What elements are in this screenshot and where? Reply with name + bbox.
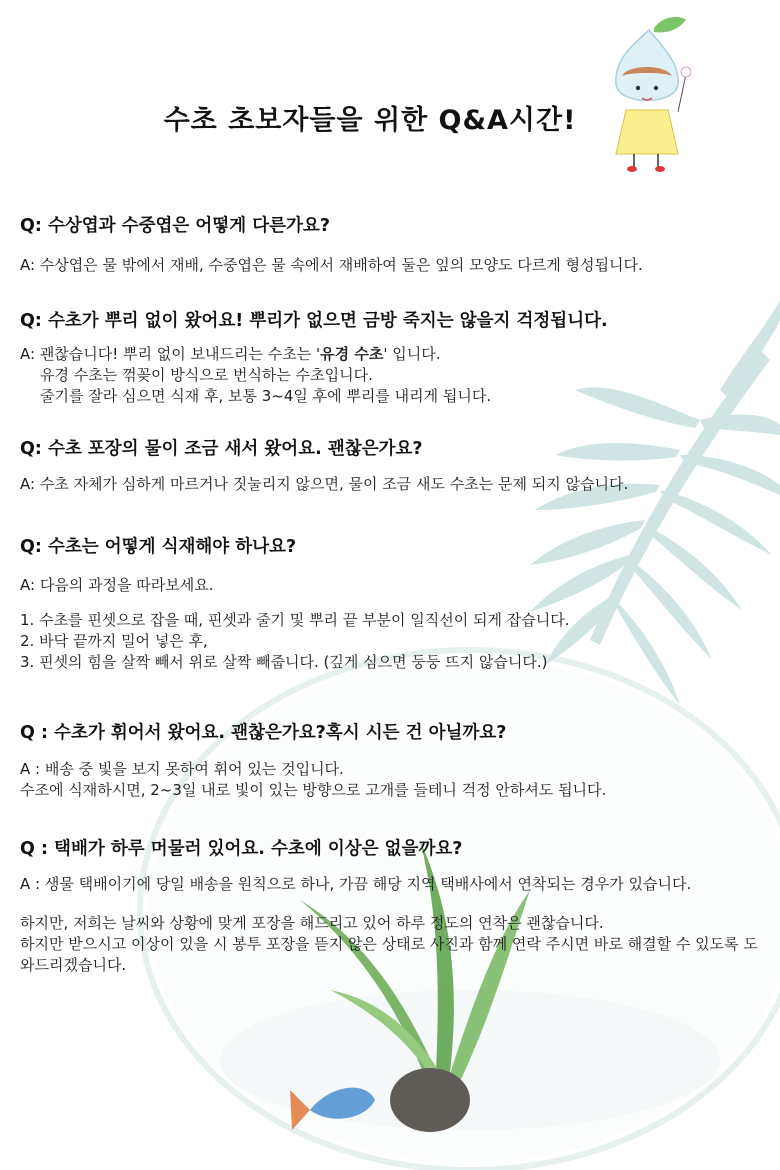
question: Q: 수초는 어떻게 식재해야 하나요? xyxy=(20,537,297,557)
answer: A: 수상엽은 물 밖에서 재배, 수중엽은 물 속에서 재배하여 둘은 잎의 모양도 다르게 형성됩니다. xyxy=(20,256,643,274)
answer: A : 생물 택배이기에 당일 배송을 원칙으로 하나, 가끔 해당 지역 택배사에서 연착되는 경우가 있습니다. xyxy=(20,875,692,893)
step-item: 1. 수초를 핀셋으로 잡을 때, 핀셋과 줄기 및 뿌리 끝 부분이 일직선이 되게 잡습니다. xyxy=(20,611,570,629)
steps-list xyxy=(20,610,760,673)
answer-line: ' 입니다. xyxy=(383,345,441,363)
page-title: 수초 초보자들을 위한 Q&A시간! xyxy=(163,105,577,136)
answer: A: 수초 자체가 심하게 마르거나 짓눌리지 않으면, 물이 조금 새도 수초는 문제 되지 않습니다. xyxy=(20,475,629,493)
qa-content xyxy=(20,214,760,976)
qa-item-1 xyxy=(20,214,760,276)
qa-item-3 xyxy=(20,437,760,495)
qa-item-6 xyxy=(20,837,760,976)
answer: A: 다음의 과정을 따라보세요. xyxy=(20,576,214,594)
question: Q : 수초가 휘어서 왔어요. 괜찮은가요?혹시 시든 건 아닐까요? xyxy=(20,723,507,743)
answer-line: 수조에 식재하시면, 2~3일 내로 빛이 있는 방향으로 고개를 들테니 걱정 안하셔도 됩니다. xyxy=(20,781,607,799)
answer xyxy=(20,759,760,801)
answer-line: A : 배송 중 빛을 보지 못하여 휘어 있는 것입니다. xyxy=(20,760,344,778)
answer xyxy=(20,344,760,407)
qa-item-2 xyxy=(20,309,760,407)
answer-line: 유경 수초는 꺾꽂이 방식으로 번식하는 수초입니다. xyxy=(40,366,373,384)
qa-item-5 xyxy=(20,721,760,801)
mascot-leaf xyxy=(654,17,686,32)
mascot-flower xyxy=(681,67,691,77)
mascot-drop-head xyxy=(616,30,678,101)
question: Q: 수상엽과 수중엽은 어떻게 다른가요? xyxy=(20,216,330,236)
step-item: 3. 핀셋의 힘을 살짝 빼서 위로 살짝 빼줍니다. (깊게 심으면 둥둥 뜨지 않습니다.) xyxy=(20,653,548,671)
question: Q: 수초 포장의 물이 조금 새서 왔어요. 괜찮은가요? xyxy=(20,439,423,459)
step-item: 2. 바닥 끝까지 밀어 넣은 후, xyxy=(20,632,208,650)
water-drop-mascot xyxy=(594,14,694,174)
answer: 하지만 받으시고 이상이 있을 시 봉투 포장을 뜯지 않은 상태로 사진과 함께 연락 주시면 바로 해결할 수 있도록 도와드리겠습니다. xyxy=(20,935,758,974)
answer: 하지만, 저희는 날씨와 상황에 맞게 포장을 해드리고 있어 하루 정도의 연착은 괜찮습니다. xyxy=(20,914,604,932)
question: Q: 수초가 뿌리 없이 왔어요! 뿌리가 없으면 금방 죽지는 않을지 걱정됩니다. xyxy=(20,311,608,331)
answer-line: 줄기를 잘라 심으면 식재 후, 보통 3~4일 후에 뿌리를 내리게 됩니다. xyxy=(40,387,492,405)
question: Q : 택배가 하루 머물러 있어요. 수초에 이상은 없을까요? xyxy=(20,839,463,859)
highlight-term: 유경 수초 xyxy=(320,345,384,363)
qa-item-4 xyxy=(20,535,760,673)
answer-line: A: 괜찮습니다! 뿌리 없이 보내드리는 수초는 ' xyxy=(20,345,321,363)
